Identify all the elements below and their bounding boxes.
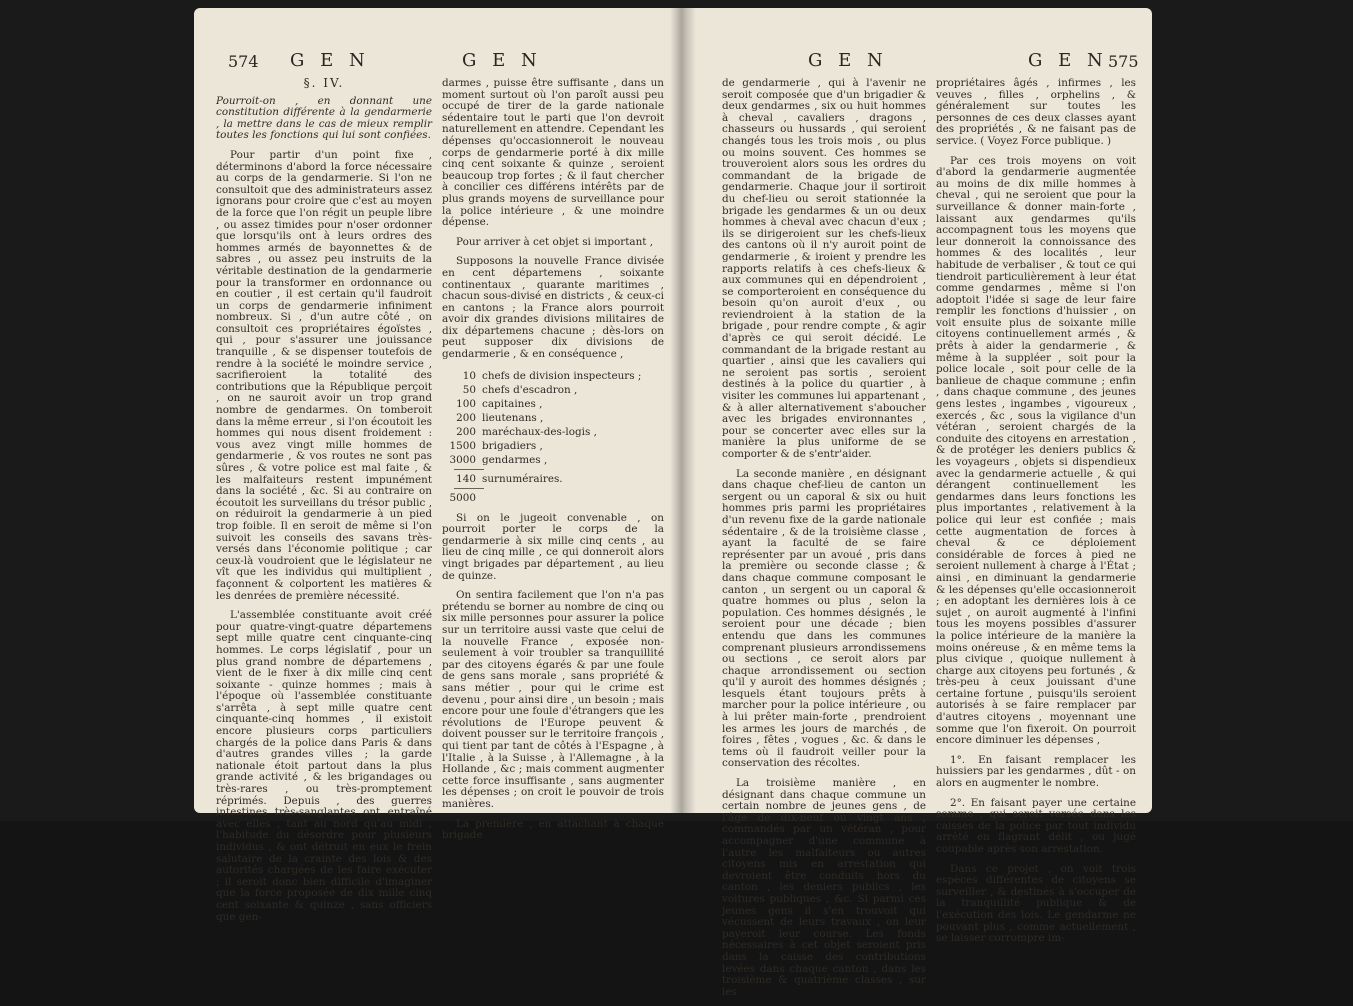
paragraph: Pour partir d'un point fixe , déterminons d'abord la force nécessaire au corps de la gendarmerie. Si l'on ne consultoit que des administrateurs assez ignorans pour croire que c'est au moyen de la force que l'on régit un peuple libre , ou assez timides pour n'oser ordonner que lorsqu'ils ont à leurs ordres des hommes armés de bayonnettes & de sabres , ou assez peu instruits de la véritable destination de la gendarmerie pour la transformer en ordonnance ou en coutier , il est certain qu'il faudroit un corps de gendarmerie infiniment nombreux. Si , d'un autre côté , on consultoit ces propriétaires égoïstes , qui , pour s'assurer une jouissance tranquille , & se dispenser toutefois de rendre à la société le moindre service , sacrifieroient la totalité des contributions que la République perçoit , on ne sauroit avoir un trop grand nombre de gendarmes. On tomberoit dans la même erreur , si l'on écoutoit les hommes qui nous disent froidement : vous avez vingt mille hommes de gendarmerie , & vos routes ne sont pas sûres , & votre police est mal faite , & les malfaiteurs restent impunément dans la société , &c. Si au contraire on écoutoit les surveillans du trésor public , on réduiroit la gendarmerie à un pied trop foible. Il en seroit de même si l'on suivoit les conseils des savans très-versés dans l'économie politique ; car ceux-là voudroient que le législateur ne vît que les individus qui multiplient , façonnent & colportent les matières & les denrées de première nécessité. (216, 148, 432, 602)
paragraph: On sentira facilement que l'on n'a pas prétendu se borner au nombre de cinq ou six mille personnes pour assurer la police sur un territoire aussi vaste que celui de la nouvelle France , exposée non-seulement à voir troubler sa tranquillité par des citoyens égarés & par une foule de gens sans morale , sans propriété & sans métier , pour qui le crime est devenu , pour ainsi dire , un besoin ; mais encore pour une foule d'étrangers que les révolutions de l'Europe peuvent & doivent pousser sur le territoire françois , qui tient par tant de côtés à l'Espagne , à l'Italie , à la Suisse , à l'Allemagne , à la Hollande , &c ; mais comment augmenter cette force insuffisante , sans augmenter les dépenses ; on croit le pouvoir de trois manières. (442, 589, 664, 810)
paragraph: 1°. En faisant remplacer les huissiers par les gendarmes , dût - on alors en augmenter le nombre. (936, 753, 1136, 790)
paragraph: Par ces trois moyens on voit d'abord la gendarmerie augmentée au moins de dix mille hommes à cheval , qui ne seroient que pour la surveillance & donner main-forte , laissant aux gendarmes qu'ils accompagnent tous les moyens que leur donneroit la connoissance des hommes & des localités , leur habitude de verbaliser , & tout ce qui tiendroit particulièrement à leur état comme gendarmes , même si l'on adoptoit l'idée si sage de leur faire remplir les fonctions d'huissier , on voit ensuite plus de soixante mille citoyens continuellement armés , & prêts à aider la gendarmerie , & même à la suppléer , soit pour la police locale , soit pour celle de la banlieue de chaque commune ; enfin , dans chaque commune , des jeunes gens lestes , ingambes , vigoureux , exercés , &c , sous la vigilance d'un vétéran , seroient chargés de la conduite des citoyens en arrestation , & de protéger les deniers publics & les voyageurs , objets si dispendieux avec la gendarmerie actuelle , & qui dérangent continuellement les gendarmes dans leurs fonctions les plus importantes , relativement à la police qui leur est confiée ; mais cette augmentation de forces à cheval & ce déploiement considérable de forces à pied ne seroient nullement à charge à l'État ; ainsi , en diminuant la gendarmerie & les dépenses qu'elle occasionneroit ; en adoptant les dernières lois à ce sujet , on auroit augmenté à l'infini tous les moyens possibles d'assurer la police intérieure de la manière la moins onéreuse , & en même tems la plus civique , quoique nullement à charge aux citoyens peu fortunés , & très-peu à ceux jouissant d'une certaine fortune , puisqu'ils seroient autorisés à se faire remplacer par d'autres citoyens , moyennant une somme que l'on fixeroit. On pourroit encore diminuer les dépenses , (936, 154, 1136, 747)
running-head-right: G E N (1028, 50, 1108, 71)
table-row: 10 chefs de division inspecteurs ; (462, 369, 642, 382)
right-page-column-2 (936, 78, 1136, 953)
paragraph: darmes , puisse être suffisante , dans un moment surtout où l'on paroît aussi peu occupé de tirer de la garde nationale sédentaire tout le parti que l'on devroit naturellement en attendre. Cependant les dépenses qu'occasionneroit le nouveau corps de gendarmerie porté à dix mille cinq cent soixante & quinze , seroient beaucoup trop fortes ; & il faut chercher à concilier ces différens intérêts par de plus grands moyens de surveillance pour la police intérieure , & une moindre dépense. (442, 77, 664, 229)
left-page-column-2 (442, 78, 664, 850)
force-table (448, 369, 664, 505)
paragraph: de gendarmerie , qui à l'avenir ne seroit composée que d'un brigadier & deux gendarmes , six ou huit hommes à cheval , cavaliers , dragons , chasseurs ou hussards , qui seroient changés tous les trois mois , ou plus ou moins souvent. Ces hommes se trouveroient alors sous les ordres du commandant de la brigade de gendarmerie. Chaque jour il sortiroit du chef-lieu ou seroit stationnée la brigade les gendarmes & un ou deux hommes à cheval avec chacun d'eux ; ils se dirigeroient sur les chefs-lieux des cantons où il n'y auroit point de gendarmerie , & iroient y prendre les rapports relatifs à ces chefs-lieux & aux communes qui en dépendroient , se comporteroient en conséquence du besoin qu'on auroit d'eux , ou reviendroient à la station de la brigade , pour rendre compte , & agir d'après ce qui seroit décidé. Le commandant de la brigade restant au quartier , ainsi que les cavaliers qui ne seroient pas sortis , seroient destinés à la police du quartier , à visiter les communes lui appartenant , & à aller alternativement s'aboucher avec les brigades environnantes , pour se concerter avec elles sur la manière la plus uniforme de se comporter & de s'entr'aider. (722, 77, 926, 460)
right-page (682, 8, 1152, 998)
paragraph: Si on le jugeoit convenable , on pourroit porter le corps de la gendarmerie à six mille cinq cents , au lieu de cinq mille , ce qui donneroit alors vingt brigades par département , au lieu de quinze. (442, 511, 664, 582)
page-number: 575 (1108, 52, 1139, 71)
paragraph: Pour arriver à cet objet si important , (456, 235, 654, 248)
table-row: 200 maréchaux-des-logis , (456, 425, 597, 438)
table-row: 50 chefs d'escadron , (462, 383, 578, 396)
left-page (194, 8, 682, 923)
section-heading: §. IV. (303, 76, 345, 90)
paragraph: Dans ce projet , on voit trois espèces différentes de citoyens se surveiller , & destinés à s'occuper de la tranquillité publique & de l'exécution des lois. Le gendarme ne pouvant plus , comme actuellement , se laisser corrompre im- (936, 862, 1136, 945)
table-row: 200 lieutenans , (456, 411, 544, 424)
running-head-left: G E N (808, 50, 888, 71)
running-head-left: G E N (290, 50, 370, 71)
paragraph: 2°. En faisant payer une certaine somme , qui seroit versée dans les caisses de la police par tout individu arrêté en flagrant délit , ou jugé coupable après son arrestation. (936, 796, 1136, 855)
paragraph: La seconde manière , en désignant dans chaque chef-lieu de canton un sergent ou un caporal & six ou huit hommes pris parmi les propriétaires d'un revenu fixe de la garde nationale sédentaire , & de la troisième classe , ayant la faculté de se faire représenter par un avoué , pris dans la première ou seconde classe ; & dans chaque commune composant le canton , un sergent ou un caporal & quatre hommes ou plus , selon la population. Ces hommes désignés , le seroient pour une décade ; bien entendu que dans les communes comprenant plusieurs arrondissemens ou sections , ce seroit alors par chaque arrondissement ou section qu'il y auroit des hommes désignés ; lesquels étant toujours prêts à marcher pour la police intérieure , ou à lui prêter main-forte , prendroient les armes les jours de marchés , de foires , fêtes , vogues , &c. & dans le tems où il faudroit veiller pour la conservation des récoltes. (722, 467, 926, 770)
paragraph: Supposons la nouvelle France divisée en cent départemens , soixante continentaux , quarante maritimes , chacun sous-divisé en districts , & ceux-ci en cantons ; la France alors pourroit avoir dix grandes divisions militaires de dix départemens chacune ; dès-lors on peut supposer dix divisions de gendarmerie , & en conséquence , (442, 255, 664, 361)
sum-rule (454, 469, 484, 470)
right-page-column-1 (722, 78, 926, 1006)
table-row: 140 surnuméraires. (456, 472, 563, 485)
table-total: 5000 (449, 491, 476, 504)
left-page-column-1 (216, 78, 432, 931)
running-head-right: G E N (462, 50, 542, 71)
page-number: 574 (228, 52, 259, 71)
section-question: Pourroit-on , en donnant une constitution différente à la gendarmerie , la mettre dans le cas de mieux remplir toutes les fonctions qui lui sont confiées. (216, 94, 432, 142)
paragraph: L'assemblée constituante avoit créé pour quatre-vingt-quatre départemens sept mille quatre cent cinquante-cinq hommes. Le corps législatif , pour un plus grand nombre de départemens , vient de le fixer à dix mille cinq cent soixante - quinze hommes ; mais à l'époque où l'assemblée constituante s'arrêta , à sept mille quatre cent cinquante-cinq hommes , il existoit encore plusieurs corps particuliers chargés de la police dans Paris & dans d'autres grandes villes ; la garde nationale étoit partout dans la plus grande activité , & les brigandages ou très-rares , ou très-promptement réprimés. Depuis , des guerres intestines très-sanglantes ont entraîné avec elles , tant au nord qu'au midi , l'habitude du désordre pour plusieurs individus , & ont détruit en eux le frein salutaire de la crainte des lois & des autorités chargées de les faire exécuter ; il seroit donc bien difficile d'imaginer que la force proposée de dix mille cinq cent soixante & quinze , sans officiers que gen- (216, 609, 432, 923)
table-row: 3000 gendarmes , (449, 453, 548, 466)
table-row: 100 capitaines , (456, 397, 543, 410)
paragraph: La troisième manière , en désignant dans chaque commune un certain nombre de jeunes gens , de l'âge de dix-neuf ou vingt ans , commandés par un vétéran , pour accompagner d'une commune à l'autre les malfaiteurs ou autres citoyens mis en arrestation qui devroient être conduits hors du canton , les deniers publics , les voitures publiques , &c. Si parmi ces jeunes gens il s'en trouvoit qui vécussent de leurs travaux , on leur payeroit leur course. Les fonds nécessaires à cet objet seroient pris dans la caisse des contributions levées dans chaque canton , dans les troisième & quatrième classes , sur les (722, 777, 926, 998)
paragraph: La première , en attachant à chaque brigade (442, 817, 664, 842)
paragraph: propriétaires âgés , infirmes , les veuves , filles , orphelins , & généralement sur toutes les personnes de ces deux classes ayant des propriétés , & ne faisant pas de service. ( Voyez Force publique. ) (936, 77, 1136, 147)
sum-rule (454, 488, 484, 489)
table-row: 1500 brigadiers , (449, 439, 543, 452)
